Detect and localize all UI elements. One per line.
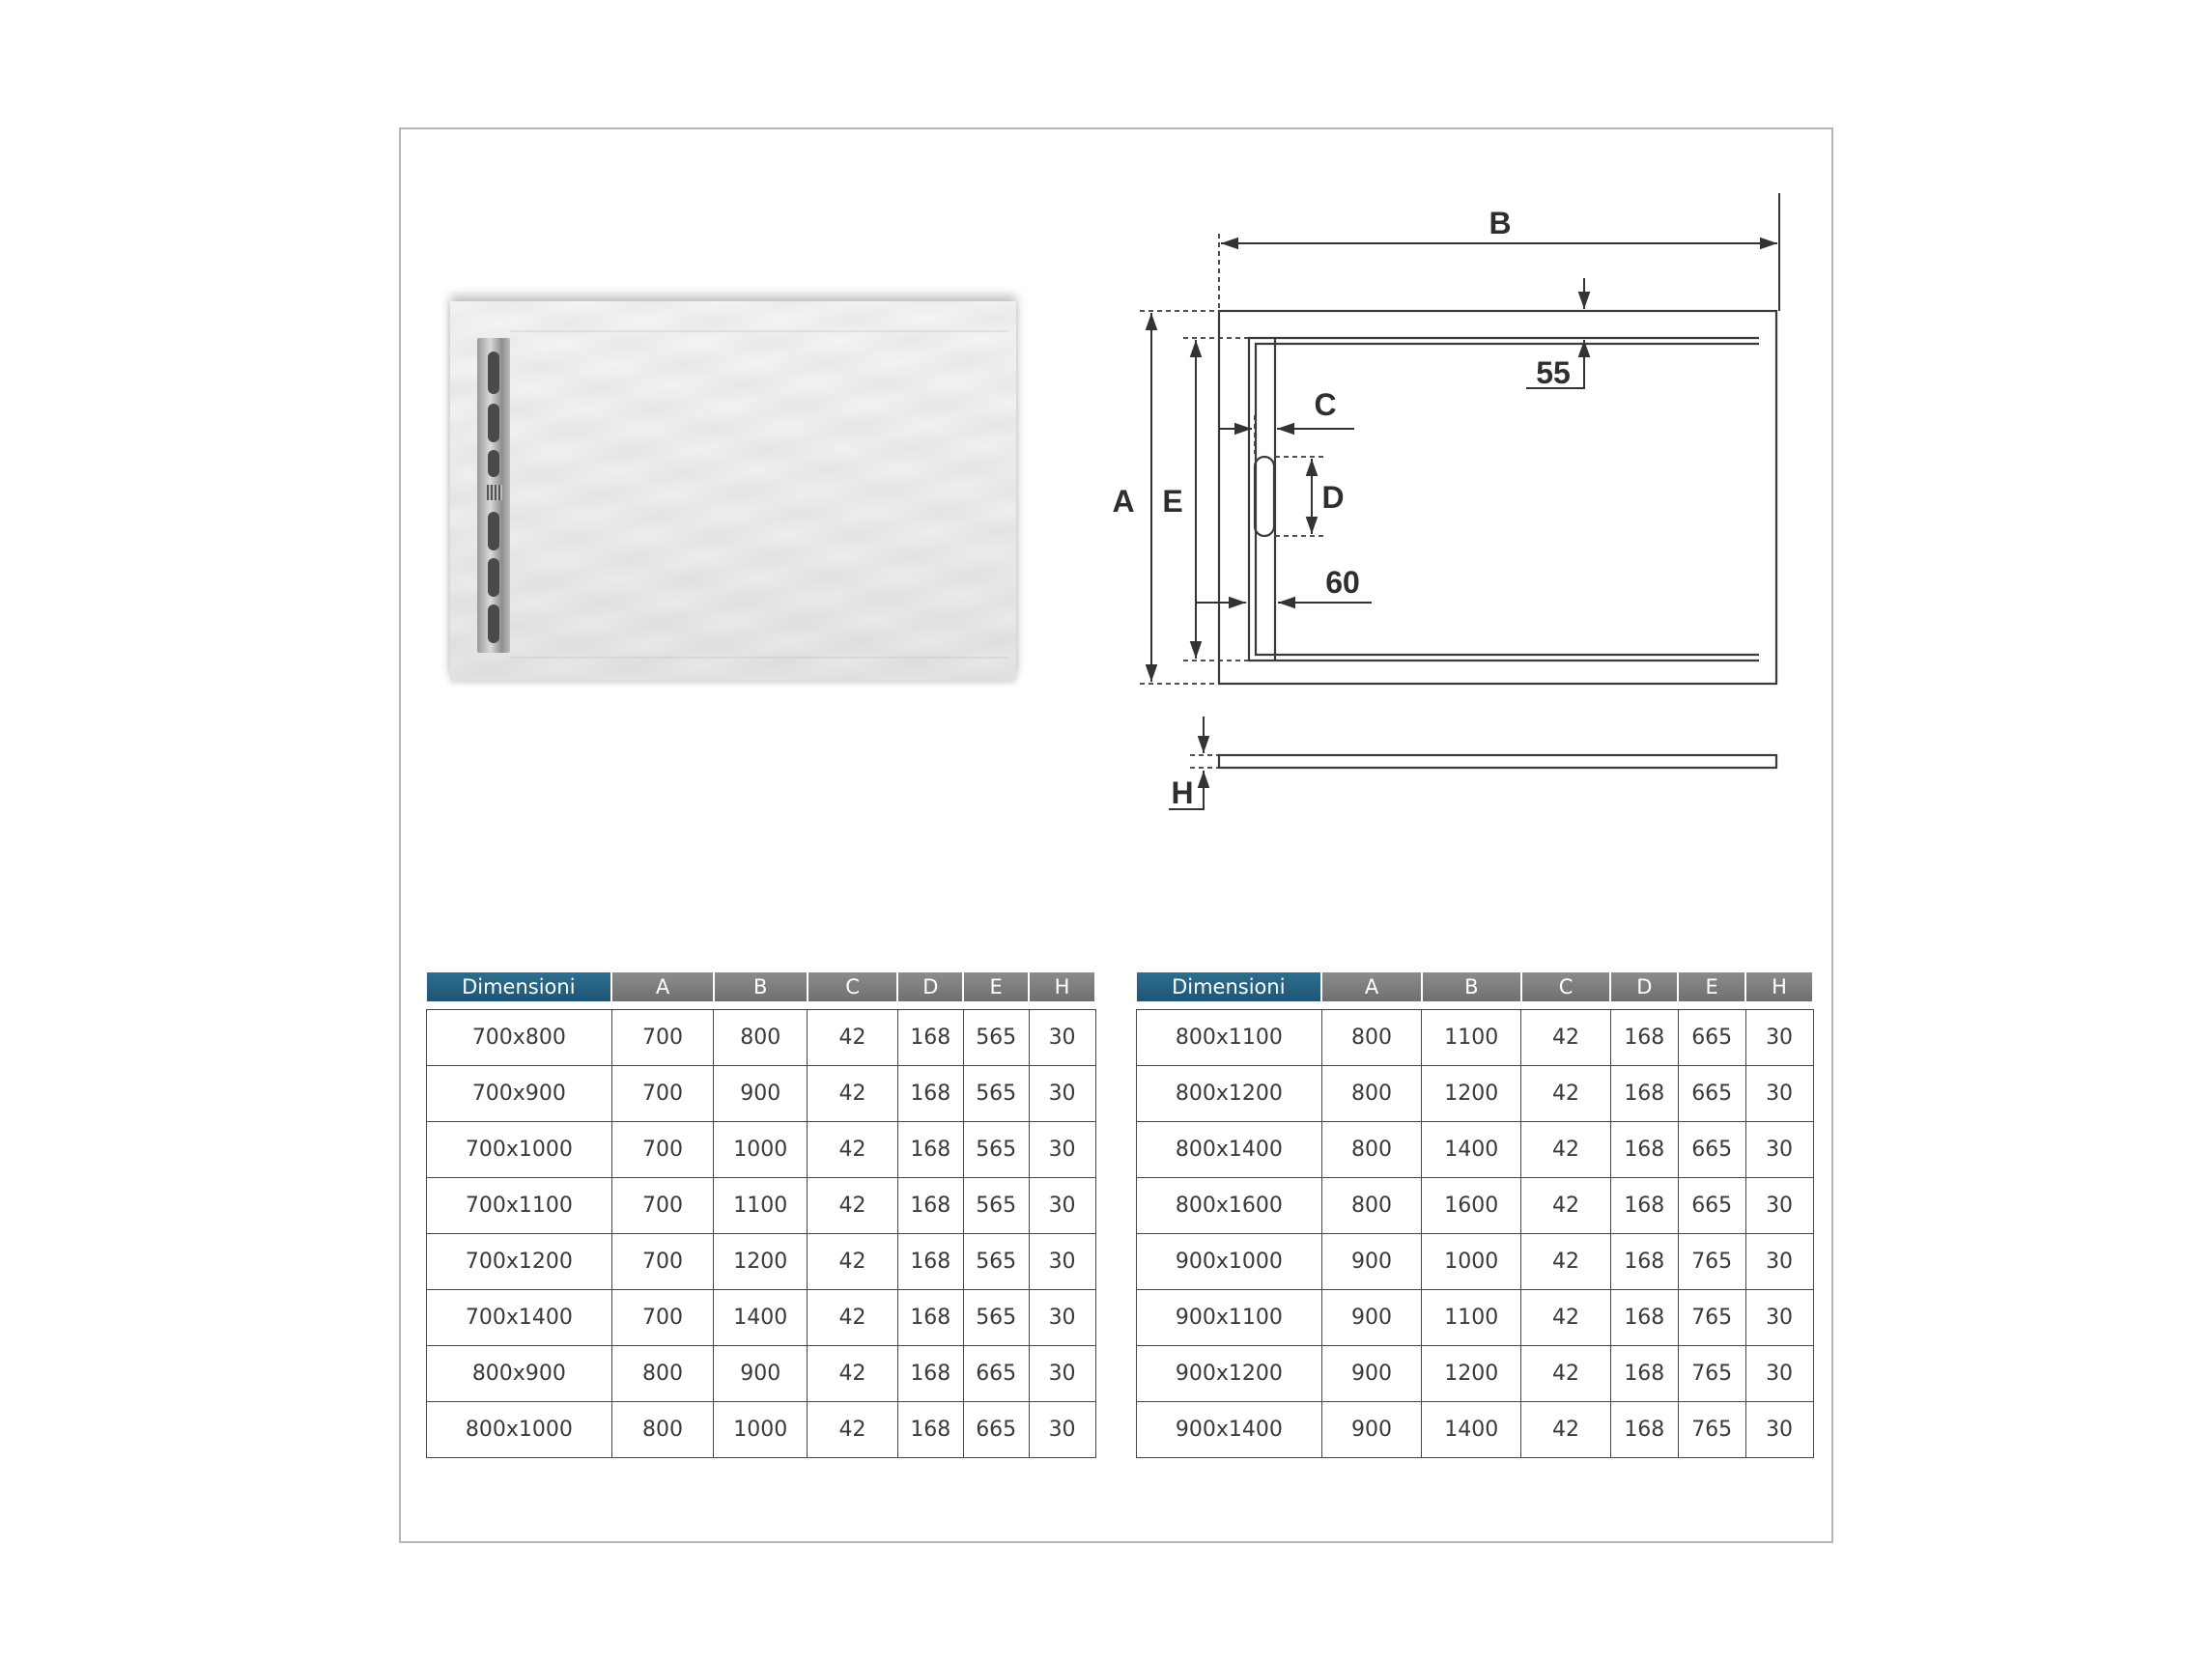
table-body [1137,1001,1814,1458]
cell-c: 42 [1521,1290,1611,1346]
header-h: H [1745,972,1813,1001]
cell-size: 700x800 [427,1010,612,1066]
cell-size: 800x1600 [1137,1178,1322,1234]
label-d: D [1321,480,1345,515]
cell-e: 665 [1678,1010,1745,1066]
table-row [427,1178,1096,1234]
cell-h: 30 [1745,1402,1813,1458]
label-60: 60 [1325,565,1360,600]
cell-a: 700 [611,1066,714,1122]
cell-d: 168 [897,1234,963,1290]
table-row [1137,1290,1814,1346]
cell-e: 565 [963,1010,1029,1066]
table-row [427,1122,1096,1178]
cell-d: 168 [897,1402,963,1458]
cell-h: 30 [1029,1178,1095,1234]
header-h: H [1029,972,1095,1001]
cell-size: 900x1200 [1137,1346,1322,1402]
cell-b: 1100 [1422,1010,1521,1066]
cell-size: 800x1400 [1137,1122,1322,1178]
cell-a: 900 [1321,1234,1422,1290]
cell-c: 42 [1521,1010,1611,1066]
cell-d: 168 [897,1122,963,1178]
cell-e: 765 [1678,1234,1745,1290]
cell-size: 700x1100 [427,1178,612,1234]
cell-size: 800x900 [427,1346,612,1402]
cell-d: 168 [897,1066,963,1122]
cell-b: 800 [714,1010,808,1066]
header-e: E [1678,972,1745,1001]
cell-d: 168 [897,1290,963,1346]
table-row [427,1346,1096,1402]
table-row [1137,1346,1814,1402]
cell-b: 1100 [714,1178,808,1234]
cell-a: 800 [1321,1178,1422,1234]
cell-d: 168 [897,1010,963,1066]
cell-size: 800x1000 [427,1402,612,1458]
header-a: A [611,972,714,1001]
header-b: B [1422,972,1521,1001]
cell-size: 800x1100 [1137,1010,1322,1066]
cell-c: 42 [1521,1346,1611,1402]
cell-b: 1000 [714,1122,808,1178]
cell-c: 42 [808,1122,898,1178]
cell-a: 700 [611,1290,714,1346]
table-row [1137,1010,1814,1066]
cell-a: 900 [1321,1346,1422,1402]
cell-h: 30 [1745,1122,1813,1178]
table-row [1137,1066,1814,1122]
cell-d: 168 [1610,1346,1678,1402]
cell-b: 900 [714,1066,808,1122]
cell-d: 168 [1610,1234,1678,1290]
header-e: E [963,972,1029,1001]
cell-h: 30 [1745,1066,1813,1122]
cell-e: 765 [1678,1290,1745,1346]
label-h: H [1171,775,1194,810]
label-55: 55 [1536,355,1571,390]
cell-h: 30 [1745,1178,1813,1234]
cell-d: 168 [1610,1290,1678,1346]
cell-h: 30 [1745,1346,1813,1402]
table-row [427,1290,1096,1346]
cell-a: 800 [611,1346,714,1402]
table-row [1137,1234,1814,1290]
header-c: C [1521,972,1611,1001]
cell-e: 665 [1678,1122,1745,1178]
tray-outline [1219,311,1776,684]
cell-size: 700x1000 [427,1122,612,1178]
header-d: D [1610,972,1678,1001]
cell-c: 42 [1521,1234,1611,1290]
cell-d: 168 [897,1178,963,1234]
cell-size: 700x1400 [427,1290,612,1346]
cell-a: 800 [1321,1122,1422,1178]
cell-e: 565 [963,1122,1029,1178]
cell-d: 168 [1610,1402,1678,1458]
cell-h: 30 [1745,1010,1813,1066]
table-row [1137,1122,1814,1178]
table-row [427,1066,1096,1122]
dimensions-table-left [426,972,1096,1458]
cell-h: 30 [1029,1346,1095,1402]
header-dimensioni: Dimensioni [427,972,612,1001]
cell-h: 30 [1745,1234,1813,1290]
table-row [427,1402,1096,1458]
table-row [1137,1178,1814,1234]
cell-a: 900 [1321,1290,1422,1346]
table-row [427,1010,1096,1066]
cell-a: 700 [611,1010,714,1066]
cell-a: 800 [1321,1010,1422,1066]
drain-hole [1255,457,1274,536]
label-c: C [1314,387,1337,422]
cell-a: 900 [1321,1402,1422,1458]
cell-c: 42 [808,1290,898,1346]
cell-d: 168 [1610,1066,1678,1122]
header-c: C [808,972,898,1001]
tray-profile [1219,755,1776,768]
cell-c: 42 [808,1066,898,1122]
cell-h: 30 [1029,1122,1095,1178]
cell-h: 30 [1029,1290,1095,1346]
header-d: D [897,972,963,1001]
cell-b: 1400 [1422,1122,1521,1178]
cell-h: 30 [1029,1402,1095,1458]
cell-b: 1200 [714,1234,808,1290]
cell-size: 900x1100 [1137,1290,1322,1346]
cell-b: 1200 [1422,1346,1521,1402]
table-row [427,1234,1096,1290]
label-e: E [1162,484,1183,519]
cell-size: 900x1000 [1137,1234,1322,1290]
cell-c: 42 [1521,1122,1611,1178]
cell-e: 665 [963,1346,1029,1402]
cell-e: 765 [1678,1346,1745,1402]
cell-c: 42 [808,1234,898,1290]
cell-e: 565 [963,1290,1029,1346]
cell-e: 665 [963,1402,1029,1458]
cell-e: 765 [1678,1402,1745,1458]
cell-b: 1000 [1422,1234,1521,1290]
header-a: A [1321,972,1422,1001]
cell-h: 30 [1029,1010,1095,1066]
cell-e: 565 [963,1066,1029,1122]
cell-size: 700x900 [427,1066,612,1122]
cell-h: 30 [1029,1066,1095,1122]
cell-c: 42 [808,1346,898,1402]
cell-a: 700 [611,1234,714,1290]
cell-size: 700x1200 [427,1234,612,1290]
cell-b: 1400 [1422,1402,1521,1458]
cell-d: 168 [897,1346,963,1402]
cell-a: 800 [1321,1066,1422,1122]
cell-size: 800x1200 [1137,1066,1322,1122]
cell-b: 1000 [714,1402,808,1458]
cell-e: 565 [963,1234,1029,1290]
cell-d: 168 [1610,1178,1678,1234]
cell-b: 1200 [1422,1066,1521,1122]
header-b: B [714,972,808,1001]
table-row [1137,1402,1814,1458]
dimensions-table-right [1136,972,1814,1458]
cell-c: 42 [808,1402,898,1458]
cell-c: 42 [808,1010,898,1066]
cell-h: 30 [1745,1290,1813,1346]
label-a: A [1112,484,1135,519]
cell-size: 900x1400 [1137,1402,1322,1458]
cell-c: 42 [1521,1402,1611,1458]
cell-b: 900 [714,1346,808,1402]
cell-e: 665 [1678,1178,1745,1234]
cell-a: 700 [611,1178,714,1234]
cell-b: 1600 [1422,1178,1521,1234]
cell-h: 30 [1029,1234,1095,1290]
cell-e: 665 [1678,1066,1745,1122]
cell-c: 42 [1521,1066,1611,1122]
cell-b: 1100 [1422,1290,1521,1346]
cell-d: 168 [1610,1010,1678,1066]
header-dimensioni: Dimensioni [1137,972,1322,1001]
table-body [427,1001,1096,1458]
cell-a: 700 [611,1122,714,1178]
cell-b: 1400 [714,1290,808,1346]
cell-c: 42 [808,1178,898,1234]
label-b: B [1489,206,1512,240]
cell-e: 565 [963,1178,1029,1234]
cell-d: 168 [1610,1122,1678,1178]
cell-c: 42 [1521,1178,1611,1234]
cell-a: 800 [611,1402,714,1458]
